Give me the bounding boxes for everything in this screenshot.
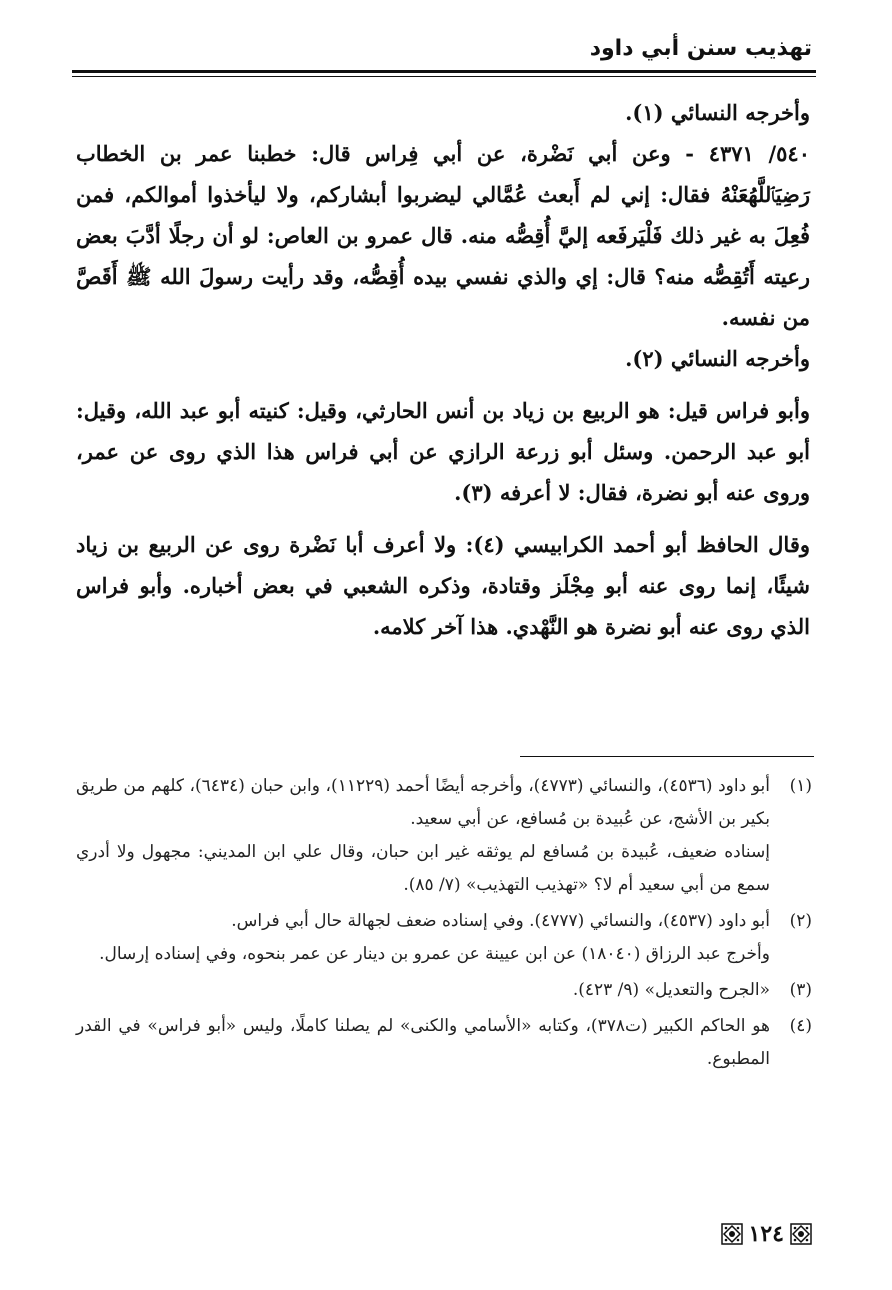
footnotes (76, 770, 812, 1079)
footnote-body (76, 770, 770, 902)
footnote-body (76, 905, 770, 971)
main-text (76, 92, 810, 647)
page-folio (706, 1218, 812, 1250)
footnote-number: (٣) (789, 980, 812, 1000)
paragraph-2: ٥٤٠/ ٤٣٧١ - وعن أبي نَضْرة، عن أبي فِراس قال: خطبنا عمر بن الخطاب رَضِيَٱللَّهُعَنْهُ فقال: إني لم أَبعث عُمَّالي ليضربوا أبشاركم، ولا ليأخذوا أموالكم، فمن فُعِلَ به غير ذلك فَلْيَرفَعه إليَّ أُقِصُّه منه. قال عمرو بن العاص: لو أن رجلًا أدَّبَ بعض رعيته أَتُقِصُّه منه؟ قال: إي والذي نفسي بيده أُقِصُّه، وقد رأيت رسولَ الله ﷺ أَقَصَّ من نفسه. (76, 141, 810, 330)
footnote-2 (76, 905, 812, 971)
footnote-number: (١) (789, 776, 812, 796)
footnote-1 (76, 770, 812, 902)
footnote-line: «الجرح والتعديل» (٩/ ٤٢٣). (572, 980, 770, 1000)
page-number: ١٢٤ (748, 1221, 784, 1247)
footnote-body (76, 974, 770, 1007)
floral-ornament-icon (790, 1223, 812, 1245)
footnote-line: أبو داود (٤٥٣٧)، والنسائي (٤٧٧٧). وفي إسناده ضعف لجهالة حال أبي فراس. (231, 911, 770, 931)
footnote-line: أبو داود (٤٥٣٦)، والنسائي (٤٧٧٣)، وأخرجه أيضًا أحمد (١١٢٢٩)، وابن حبان (٦٤٣٤)، كلهم من طريق بكير بن الأشج، عن عُبيدة بن مُسافع، عن أبي سعيد. (76, 776, 770, 829)
footnote-line: إسناده ضعيف، عُبيدة بن مُسافع لم يوثقه غير ابن حبان، وقال علي ابن المديني: مجهول ولا أدري سمع من أبي سعيد أم لا؟ «تهذيب التهذيب» (٧/ ٨٥). (76, 842, 770, 895)
footnote-number: (٢) (789, 911, 812, 931)
paragraph-3: وأخرجه النسائي (٢). (625, 346, 810, 371)
paragraph-4: وأبو فراس قيل: هو الربيع بن زياد بن أنس الحارثي، وقيل: كنيته أبو عبد الله، وقيل: أبو عبد الرحمن. وسئل أبو زرعة الرازي عن أبي فراس هذا الذي روى عن عمر، وروى عنه أبو نضرة، فقال: لا أعرفه (٣). (76, 398, 810, 505)
footnote-separator (520, 756, 814, 757)
running-header-title: تهذيب سنن أبي داود (589, 36, 812, 61)
header-rule-thin (72, 76, 816, 77)
floral-ornament-icon (721, 1223, 743, 1245)
footnote-3 (76, 974, 812, 1007)
footnote-number: (٤) (789, 1016, 812, 1036)
footnote-line: وأخرج عبد الرزاق (١٨٠٤٠) عن ابن عيينة عن عمرو بن دينار عن عمر بنحوه، وفي إسناده إرسال. (99, 944, 770, 964)
footnote-line: هو الحاكم الكبير (ت٣٧٨)، وكتابه «الأسامي والكنى» لم يصلنا كاملًا، وليس «أبو فراس» في القدر المطبوع. (76, 1016, 771, 1069)
paragraph-5: وقال الحافظ أبو أحمد الكرابيسي (٤): ولا أعرف أبا نَضْرة روى عن الربيع بن زياد شيئًا، إنما روى عنه أبو مِجْلَز وقتادة، وذكره الشعبي في بعض أخباره. وأبو فراس الذي روى عنه أبو نضرة هو النَّهْدي. هذا آخر كلامه. (76, 532, 810, 639)
paragraph-1: وأخرجه النسائي (١). (625, 100, 810, 125)
header-rule-thick (72, 70, 816, 73)
footnote-body (76, 1010, 770, 1076)
footnote-4 (76, 1010, 812, 1076)
